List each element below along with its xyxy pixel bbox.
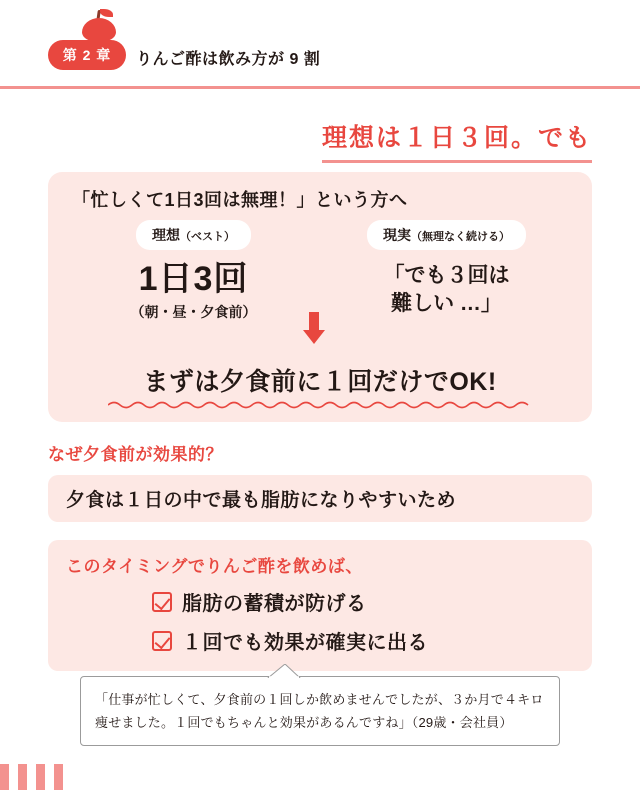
ideal-timing-note: （朝・昼・夕食前） bbox=[130, 303, 257, 320]
apple-icon bbox=[80, 8, 118, 42]
reality-text-line2: 難しい …」 bbox=[391, 292, 502, 316]
reason-answer: 夕食は１日の中で最も脂肪になりやすいため bbox=[66, 490, 457, 511]
reality-card bbox=[329, 220, 564, 322]
down-arrow-head bbox=[303, 330, 325, 344]
chapter-badge: 第 2 章 bbox=[48, 40, 126, 70]
reality-card-body bbox=[384, 262, 510, 319]
apple-body-icon bbox=[82, 18, 116, 42]
testimonial-box bbox=[80, 676, 560, 746]
ideal-chip-main: 理想 bbox=[152, 227, 180, 243]
highlight-panel bbox=[48, 172, 592, 422]
benefit-item-1 bbox=[152, 587, 574, 616]
testimonial-line-1: 「仕事が忙しくて、夕食前の１回しか飲めませんでしたが、３か月で４キロ bbox=[95, 692, 544, 707]
reason-answer-panel bbox=[48, 475, 592, 522]
ideal-card bbox=[76, 220, 311, 322]
benefit-label-2: １回でも効果が確実に出る bbox=[182, 632, 428, 654]
reality-text-line1: 「でも３回は bbox=[383, 264, 510, 287]
page-header bbox=[0, 0, 640, 86]
wavy-underline-icon bbox=[108, 400, 532, 410]
page-title: 理想は１日３回。でも bbox=[322, 118, 592, 163]
chapter-title: りんご酢は飲み方が 9 割 bbox=[136, 51, 321, 68]
footer-stripes bbox=[0, 764, 640, 790]
ideal-frequency: 1日3回 bbox=[138, 260, 249, 298]
apple-leaf-icon bbox=[100, 9, 113, 17]
benefits-heading: このタイミングでりんご酢を飲めば、 bbox=[66, 557, 363, 576]
down-arrow-stem bbox=[309, 312, 319, 332]
header-divider bbox=[0, 86, 640, 89]
highlight-panel-heading: 「忙しくて1日3回は無理！」という方へ bbox=[72, 190, 408, 210]
comparison-cards bbox=[76, 220, 564, 322]
ideal-chip-sub: （ベスト） bbox=[180, 231, 235, 243]
reality-chip-sub: （無理なく続ける） bbox=[411, 231, 510, 243]
main-title-container bbox=[0, 118, 592, 163]
checkbox-checked-icon[interactable] bbox=[152, 631, 172, 651]
benefits-section bbox=[48, 540, 592, 671]
testimonial-line-2: 痩せました。１回でもちゃんと効果があるんですね」（29歳・会社員） bbox=[95, 714, 513, 730]
reason-section bbox=[48, 440, 592, 522]
benefit-label-1: 脂肪の蓄積が防げる bbox=[182, 593, 367, 615]
checkbox-checked-icon[interactable] bbox=[152, 592, 172, 612]
benefit-item-2 bbox=[152, 626, 574, 655]
reason-question: なぜ夕食前が効果的？ bbox=[48, 445, 223, 464]
ideal-card-body bbox=[131, 262, 257, 322]
conclusion-text: まずは夕食前に１回だけでOK! bbox=[143, 368, 497, 396]
ideal-card-chip bbox=[136, 220, 251, 250]
reality-card-chip bbox=[367, 220, 526, 250]
reality-chip-main: 現実 bbox=[383, 227, 411, 243]
speech-tail-icon bbox=[267, 664, 301, 678]
